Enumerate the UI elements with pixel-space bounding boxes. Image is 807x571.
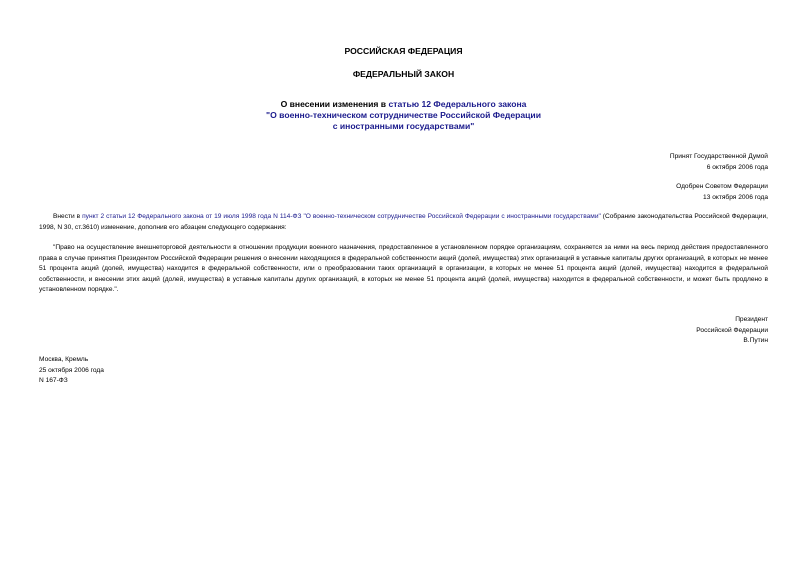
signature-name: В.Путин (743, 337, 768, 344)
title-link-article[interactable]: статью 12 Федерального закона (388, 99, 527, 109)
place-date: 25 октября 2006 года (39, 366, 104, 374)
signature-country: Российской Федерации (696, 326, 768, 334)
duma-label: Принят Государственной Думой (669, 153, 768, 160)
title-link-law-name[interactable]: "О военно-техническом сотрудничестве Российской Федерации (266, 110, 541, 120)
intro-paragraph (39, 212, 768, 233)
amendment-quote: "Право на осуществление внешнеторговой деятельности в отношении продукции военного назначения, предоставленное в установленном порядке организациям, сохраняется за ними на весь период действия предоставленного права в случае принятия Президентом Российской Федерации решения о внесении находящихся в федеральной собственности акций (долей, имущества) этих организаций в уставные капиталы других организаций, в которых не менее 51 процента акций (долей, имущества) находится в федеральной собственности, или о преобразовании таких организаций в организации, в которых не менее 51 процента акций (долей, имущества) находится в федеральной собственности, и внесении этих акций (долей, имущества) в уставные капиталы других организаций, в которых не менее 51 процента акций (долей, имущества) находится в федеральной собственности, и может быть продлено в установленном порядке.". (39, 244, 768, 293)
title-link-law-name-cont[interactable]: с иностранными государствами" (332, 121, 475, 131)
place-city: Москва, Кремль (39, 356, 89, 363)
intro-text-after: (Собрание законодательства Российской Федерации, 1998, N 30, ст.3610) изменение, дополнив его абзацем следующего содержания: (39, 213, 768, 231)
council-approval (676, 182, 768, 203)
council-label: Одобрен Советом Федерации (676, 183, 768, 190)
signature-block (696, 315, 768, 347)
duma-adoption (670, 152, 768, 173)
council-date: 13 октября 2006 года (703, 193, 768, 201)
intro-law-link[interactable]: пункт 2 статьи 12 Федерального закона от 19 июля 1998 года N 114-ФЗ "О военно-техническом сотрудничестве Российской Федерации с иностранными государствами" (82, 213, 601, 220)
law-number: N 167-ФЗ (39, 377, 68, 384)
title-prefix: О внесении изменения в (280, 99, 389, 109)
duma-date: 6 октября 2006 года (706, 163, 768, 171)
header-law-type: ФЕДЕРАЛЬНЫЙ ЗАКОН (352, 69, 455, 79)
intro-text-before: Внести в (53, 213, 83, 220)
header-country: РОССИЙСКАЯ ФЕДЕРАЦИЯ (344, 46, 463, 56)
law-title (0, 99, 807, 132)
signature-title: Президент (735, 316, 768, 323)
place-date-block (39, 355, 104, 387)
